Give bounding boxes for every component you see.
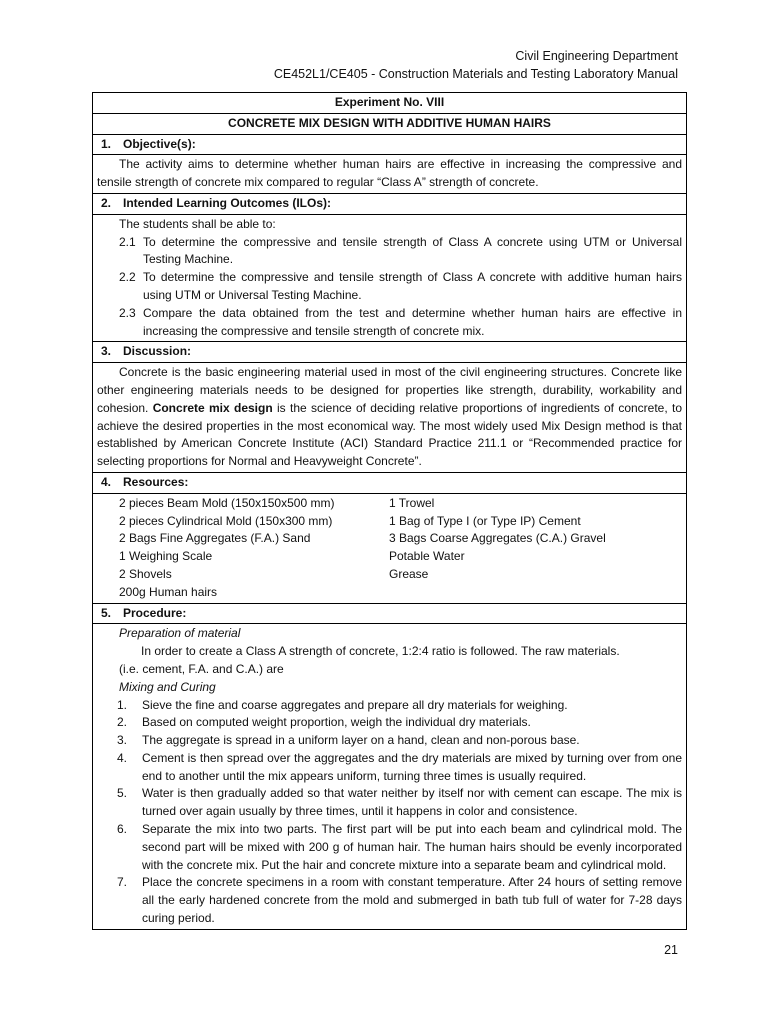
step-number: 4. (117, 750, 128, 765)
section-heading-objective (93, 134, 687, 155)
experiment-title: CONCRETE MIX DESIGN WITH ADDITIVE HUMAN HAIRS (93, 113, 687, 134)
department-name: Civil Engineering Department (515, 49, 678, 63)
section-title: Intended Learning Outcomes (ILOs): (123, 195, 332, 210)
section-title: Resources: (123, 474, 189, 489)
ilo-intro: The students shall be able to: (119, 216, 276, 231)
prep-text-2: (i.e. cement, F.A. and C.A.) are (119, 661, 284, 676)
ilo-item (119, 269, 682, 305)
section-heading-procedure (93, 603, 687, 624)
resource-item: Grease (389, 566, 429, 581)
ilo-item-text: Compare the data obtained from the test and determine whether human hairs are effective in increasing the compressive and tensile strength of concrete mix. (143, 305, 682, 338)
section-heading-ilo (93, 193, 687, 214)
procedure-step (117, 697, 682, 715)
procedure-step (117, 732, 682, 750)
resource-item: 2 pieces Cylindrical Mold (150x300 mm) (119, 513, 333, 528)
procedure-step (117, 714, 682, 732)
ilo-item-text: To determine the compressive and tensile strength of Class A concrete with additive human hairs using UTM or Universal Testing Machine. (143, 270, 682, 302)
section-number: 2. (101, 195, 112, 210)
step-number: 6. (117, 822, 128, 837)
resource-item: 200g Human hairs (119, 584, 218, 599)
step-text: Place the concrete specimens in a room with constant temperature. After 24 hours of setting remove all the early hardened concrete from the mold and submerged in bath tub full of water for 7-28 days curing period. (142, 875, 682, 926)
step-text: Water is then gradually added so that water neither by itself nor with cement can escape. The mix is turned over again usually by three times, until it happens in color and consistence. (142, 786, 682, 819)
resource-item: 3 Bags Coarse Aggregates (C.A.) Gravel (389, 531, 606, 546)
resource-item: 2 Shovels (119, 566, 172, 581)
experiment-number: Experiment No. VIII (93, 93, 687, 114)
resource-item (389, 584, 682, 602)
procedure-step (117, 821, 682, 874)
section-number: 1. (101, 136, 112, 151)
page-header (274, 47, 678, 83)
procedure-step (117, 785, 682, 821)
resource-item: Potable Water (389, 549, 465, 564)
step-text: Sieve the fine and coarse aggregates and prepare all dry materials for weighing. (142, 697, 568, 712)
discussion-text (93, 363, 687, 473)
section-number: 5. (101, 605, 112, 620)
experiment-table (92, 92, 687, 930)
step-text: Separate the mix into two parts. The first part will be put into each beam and cylindrical mold. The second part will be mixed with 200 g of human hair. The human hairs should be evenly incorporated with the concrete mix. Put the hair and concrete mixture into a separate beam and cylindrical mold. (142, 822, 682, 872)
procedure-content (93, 624, 687, 930)
resource-item: 2 Bags Fine Aggregates (F.A.) Sand (119, 531, 311, 546)
section-number: 3. (101, 344, 112, 359)
step-text: Based on computed weight proportion, weigh the individual dry materials. (142, 715, 531, 730)
step-number: 3. (117, 733, 128, 748)
step-number: 1. (117, 697, 128, 712)
section-heading-resources (93, 472, 687, 493)
resource-item: 1 Bag of Type I (or Type IP) Cement (389, 513, 581, 528)
procedure-step (117, 874, 682, 927)
ilo-item-number: 2.2 (119, 270, 136, 285)
ilo-item-number: 2.1 (119, 234, 136, 249)
step-number: 5. (117, 786, 128, 801)
discussion-term: Concrete mix design (152, 400, 273, 415)
step-text: Cement is then spread over the aggregates and the dry materials are mixed by turning over from one end to another until the mix appears uniform, turning three times is usually required. (142, 750, 682, 783)
objective-text: The activity aims to determine whether human hairs are effective in increasing the compressive and tensile strength of concrete mix compared to regular “Class A” strength of concrete. (93, 155, 687, 194)
resource-item: 1 Weighing Scale (119, 549, 213, 564)
ilo-content (93, 214, 687, 342)
prep-text: In order to create a Class A strength of concrete, 1:2:4 ratio is followed. The raw materials. (141, 644, 620, 659)
step-number: 7. (117, 875, 128, 890)
resource-item: 1 Trowel (389, 495, 435, 510)
ilo-item (119, 234, 682, 270)
section-title: Discussion: (123, 344, 192, 359)
procedure-step (117, 750, 682, 786)
course-title: CE452L1/CE405 - Construction Materials and Testing Laboratory Manual (273, 67, 678, 81)
section-heading-discussion (93, 342, 687, 363)
discussion-text-part: is the science of deciding relative proportions of ingredients of concrete, to achieve the desired properties in the most economical way. The most widely used Mix Design method is that established by American Concrete Institute (ACI) Standard Practice 211.1 or “Recommended practice for selecting proportions for Normal and Heavyweight Concrete”. (97, 400, 683, 469)
section-title: Objective(s): (123, 136, 196, 151)
page-number: 21 (664, 943, 678, 957)
section-title: Procedure: (123, 605, 187, 620)
step-text: The aggregate is spread in a uniform layer on a hand, clean and non-porous base. (142, 733, 580, 748)
ilo-item-number: 2.3 (119, 305, 136, 320)
discussion-text-part: Concrete is the basic engineering material used in most of the civil engineering structures. Concrete like other engineering materials needs to be designed for properties like strength, durability, workability and cohesion. (97, 365, 682, 415)
mix-heading: Mixing and Curing (119, 679, 216, 694)
ilo-item-text: To determine the compressive and tensile strength of Class A concrete using UTM or Universal Testing Machine. (143, 234, 682, 267)
prep-heading: Preparation of material (119, 626, 241, 641)
section-number: 4. (101, 474, 112, 489)
resources-list (93, 493, 687, 603)
ilo-item (119, 305, 682, 341)
step-number: 2. (117, 715, 128, 730)
resource-item: 2 pieces Beam Mold (150x150x500 mm) (119, 495, 335, 510)
